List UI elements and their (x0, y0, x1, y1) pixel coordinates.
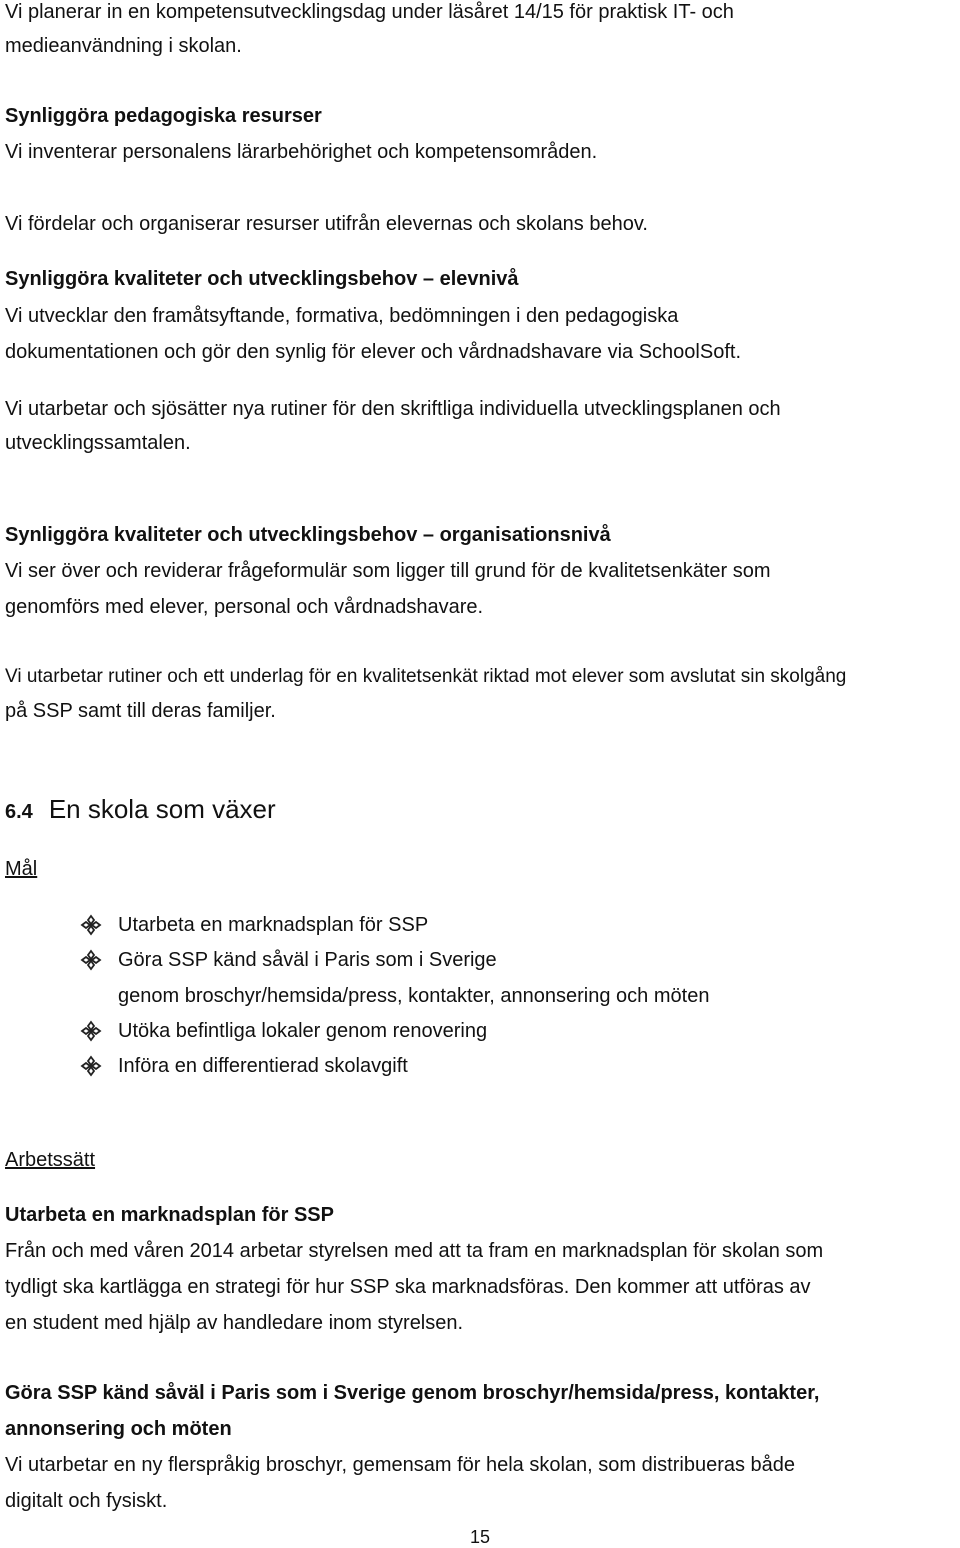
organisation-p1-line-2: genomförs med elever, personal och vårdnadshavare. (5, 596, 484, 618)
section-heading (5, 794, 276, 827)
organisation-p2-line-2: på SSP samt till deras familjer. (5, 700, 276, 722)
mal-item (80, 1019, 487, 1043)
mal-item-label: Införa en differentierad skolavgift (118, 1055, 408, 1077)
mal-item-label: Utarbeta en marknadsplan för SSP (118, 914, 429, 936)
diamond-fleuron-icon (80, 1020, 102, 1042)
elevniva-p2-line-2: utvecklingssamtalen. (5, 432, 191, 454)
elevniva-p1-line-2: dokumentationen och gör den synlig för elever och vårdnadshavare via SchoolSoft. (5, 341, 742, 363)
resurser-heading: Synliggöra pedagogiska resurser (5, 105, 322, 127)
diamond-fleuron-icon (80, 914, 102, 936)
elevniva-p1-line-1: Vi utvecklar den framåtsyftande, formativa, bedömningen i den pedagogiska (5, 305, 679, 327)
organisation-p2-line-1: Vi utarbetar rutiner och ett underlag för en kvalitetsenkät riktad mot elever som avslutat sin skolgång (5, 666, 847, 687)
elevniva-p2-line-1: Vi utarbetar och sjösätter nya rutiner för den skriftliga individuella utvecklingsplanen och (5, 398, 781, 420)
section-title: En skola som växer (48, 794, 276, 824)
intro-line-1: Vi planerar in en kompetensutvecklingsdag under läsåret 14/15 för praktisk IT- och (5, 1, 734, 23)
mal-item-label: Utöka befintliga lokaler genom renovering (118, 1020, 488, 1042)
arbetssatt-p1-line-1: Från och med våren 2014 arbetar styrelsen med att ta fram en marknadsplan för skolan som (5, 1240, 824, 1262)
arbetssatt-p2-line-1: Vi utarbetar en ny flerspråkig broschyr, gemensam för hela skolan, som distribueras både (5, 1454, 796, 1476)
arbetssatt-p2-line-2: digitalt och fysiskt. (5, 1490, 168, 1512)
resurser-line-2: Vi fördelar och organiserar resurser utifrån elevernas och skolans behov. (5, 213, 648, 235)
mal-item (80, 948, 497, 972)
mal-label: Mål (5, 858, 38, 880)
mal-item-label: Göra SSP känd såväl i Paris som i Sverige (118, 949, 497, 971)
mal-item (80, 1054, 408, 1078)
section-number: 6.4 (5, 801, 33, 823)
arbetssatt-p1-line-2: tydligt ska kartlägga en strategi för hur SSP ska marknadsföras. Den kommer att utföras av (5, 1276, 811, 1298)
arbetssatt-heading-1: Utarbeta en marknadsplan för SSP (5, 1204, 334, 1226)
diamond-fleuron-icon (80, 949, 102, 971)
arbetssatt-p1-line-3: en student med hjälp av handledare inom styrelsen. (5, 1312, 464, 1334)
arbetssatt-heading-2-line-2: annonsering och möten (5, 1418, 232, 1440)
diamond-fleuron-icon (80, 1055, 102, 1077)
organisation-heading: Synliggöra kvaliteter och utvecklingsbehov – organisationsnivå (5, 524, 611, 546)
mal-item (80, 913, 428, 937)
page-number: 15 (469, 1527, 491, 1547)
elevniva-heading: Synliggöra kvaliteter och utvecklingsbehov – elevnivå (5, 268, 519, 290)
arbetssatt-heading-2-line-1: Göra SSP känd såväl i Paris som i Sverige genom broschyr/hemsida/press, kontakter, (5, 1382, 820, 1404)
resurser-line-1: Vi inventerar personalens lärarbehörighet och kompetensområden. (5, 141, 598, 163)
arbetssatt-label: Arbetssätt (5, 1149, 96, 1171)
organisation-p1-line-1: Vi ser över och reviderar frågeformulär som ligger till grund för de kvalitetsenkäter som (5, 560, 771, 582)
mal-item-continuation: genom broschyr/hemsida/press, kontakter, annonsering och möten (118, 985, 710, 1007)
intro-line-2: medieanvändning i skolan. (5, 35, 242, 57)
